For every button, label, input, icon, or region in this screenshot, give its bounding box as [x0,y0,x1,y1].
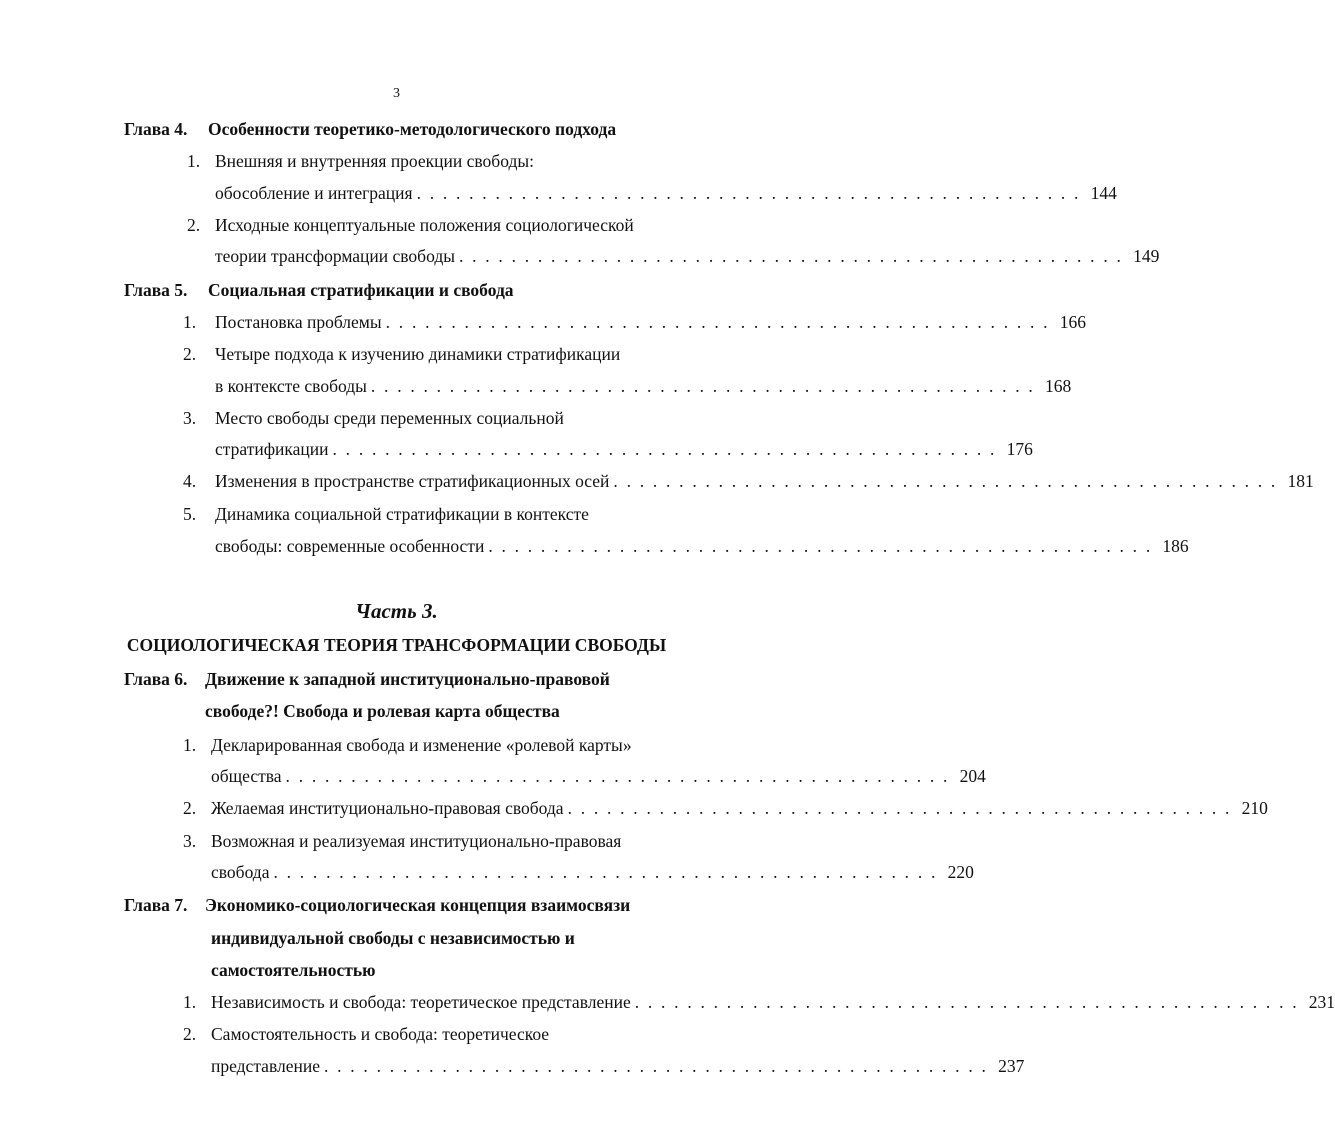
chapter-7-label: Глава 7. [124,895,188,915]
toc-page-number: 237 [998,1056,1025,1076]
toc-entry[interactable] [211,990,1335,1014]
dot-leader: . . . . . . . . . . . . . . . . . . . . . . . . . . . . . . . . . . . . . . . . . . . . . . . . . . . [416,183,1081,203]
toc-item-text: представление [211,1056,320,1076]
chapter-6-title-line1: Движение к западной институционально-правовой [205,669,610,689]
toc-item-text: общества [211,766,282,786]
toc-item-number: 5. [183,504,197,524]
toc-item-number: 1. [183,992,197,1012]
dot-leader: . . . . . . . . . . . . . . . . . . . . . . . . . . . . . . . . . . . . . . . . . . . . . . . . . . . [273,862,938,882]
chapter-6-label: Глава 6. [124,669,188,689]
dot-leader: . . . . . . . . . . . . . . . . . . . . . . . . . . . . . . . . . . . . . . . . . . . . . . . . . . . [613,471,1278,491]
dot-leader: . . . . . . . . . . . . . . . . . . . . . . . . . . . . . . . . . . . . . . . . . . . . . . . . . . . [458,246,1124,266]
toc-item-number: 2. [183,1024,197,1044]
dot-leader: . . . . . . . . . . . . . . . . . . . . . . . . . . . . . . . . . . . . . . . . . . . . . . . . . . . [370,376,1035,396]
dot-leader: . . . . . . . . . . . . . . . . . . . . . . . . . . . . . . . . . . . . . . . . . . . . . . . . . . . [385,312,1050,332]
toc-entry[interactable] [211,764,986,788]
toc-page-number: 220 [947,862,974,882]
toc-item-number: 3. [183,831,197,851]
toc-page-number: 144 [1090,183,1117,203]
toc-page-number: 231 [1308,992,1335,1012]
toc-entry[interactable] [211,1054,1025,1078]
toc-entry[interactable] [215,437,1033,461]
toc-item-number: 1. [183,312,197,332]
part-3-title: СОЦИОЛОГИЧЕСКАЯ ТЕОРИЯ ТРАНСФОРМАЦИИ СВОБОДЫ [126,635,667,655]
toc-item-text: Исходные концептуальные положения социологической [215,215,634,235]
toc-page-number: 149 [1133,246,1160,266]
chapter-5-title: Социальная стратификации и свобода [208,280,514,300]
toc-entry[interactable] [215,534,1189,558]
toc-item-text: Желаемая институционально-правовая свобода [211,798,564,818]
toc-item-text: Декларированная свобода и изменение «ролевой карты» [211,735,632,755]
toc-item-text: Самостоятельность и свобода: теоретическое [211,1024,550,1044]
toc-item-text: Независимость и свобода: теоретическое представление [211,992,631,1012]
toc-entry[interactable] [211,796,1268,820]
chapter-4-label: Глава 4. [124,119,188,139]
chapter-5-label: Глава 5. [124,280,188,300]
chapter-4-title: Особенности теоретико-методологического подхода [208,119,617,139]
toc-entry[interactable] [215,469,1314,493]
toc-item-number: 1. [187,151,201,171]
toc-page-number: 210 [1241,798,1268,818]
toc-page-number: 204 [959,766,986,786]
page-number: 3 [393,86,400,101]
toc-page-number: 166 [1059,312,1086,332]
chapter-6-title-line2: свободе?! Свобода и ролевая карта общества [205,701,560,721]
toc-item-text: Четыре подхода к изучению динамики стратификации [215,344,621,364]
toc-item-text: Динамика социальной стратификации в контексте [215,504,589,524]
toc-item-number: 2. [183,798,197,818]
toc-entry[interactable] [215,181,1117,205]
part-3-label: Часть 3. [355,599,438,623]
toc-item-number: 1. [183,735,197,755]
toc-item-text: свободы: современные особенности [215,536,485,556]
toc-item-text: в контексте свободы [215,376,367,396]
toc-page-number: 168 [1044,376,1072,396]
toc-item-text: свобода [211,862,270,882]
toc-item-text: теории трансформации свободы [215,246,455,266]
dot-leader: . . . . . . . . . . . . . . . . . . . . . . . . . . . . . . . . . . . . . . . . . . . . . . . . . . . [488,536,1153,556]
toc-item-text: стратификации [215,439,329,459]
toc-item-number: 2. [183,344,197,364]
toc-item-number: 4. [183,471,197,491]
toc-page-number: 186 [1162,536,1189,556]
chapter-7-title-line3: самостоятельностью [211,960,376,980]
toc-entry[interactable] [211,860,974,884]
chapter-7-title-line1: Экономико-социологическая концепция взаимосвязи [205,895,631,915]
toc-entry[interactable] [215,310,1086,334]
toc-page-number: 176 [1006,439,1033,459]
toc-item-text: Возможная и реализуемая институционально-правовая [211,831,622,851]
toc-item-number: 2. [187,215,201,235]
toc-item-text: Место свободы среди переменных социальной [215,408,564,428]
chapter-7-title-line2: индивидуальной свободы с независимостью и [211,928,575,948]
toc-page-number: 181 [1287,471,1314,491]
toc-entry[interactable] [215,374,1072,398]
toc-item-text: Внешняя и внутренняя проекции свободы: [215,151,534,171]
toc-item-text: обособление и интеграция [215,183,413,203]
dot-leader: . . . . . . . . . . . . . . . . . . . . . . . . . . . . . . . . . . . . . . . . . . . . . . . . . . . [323,1056,989,1076]
dot-leader: . . . . . . . . . . . . . . . . . . . . . . . . . . . . . . . . . . . . . . . . . . . . . . . . . . . [567,798,1232,818]
toc-entry[interactable] [215,244,1160,268]
dot-leader: . . . . . . . . . . . . . . . . . . . . . . . . . . . . . . . . . . . . . . . . . . . . . . . . . . . [332,439,997,459]
toc-item-number: 3. [183,408,197,428]
dot-leader: . . . . . . . . . . . . . . . . . . . . . . . . . . . . . . . . . . . . . . . . . . . . . . . . . . . [285,766,950,786]
toc-item-text: Изменения в пространстве стратификационных осей [215,471,610,491]
dot-leader: . . . . . . . . . . . . . . . . . . . . . . . . . . . . . . . . . . . . . . . . . . . . . . . . . . . [634,992,1299,1012]
toc-item-text: Постановка проблемы [215,312,382,332]
